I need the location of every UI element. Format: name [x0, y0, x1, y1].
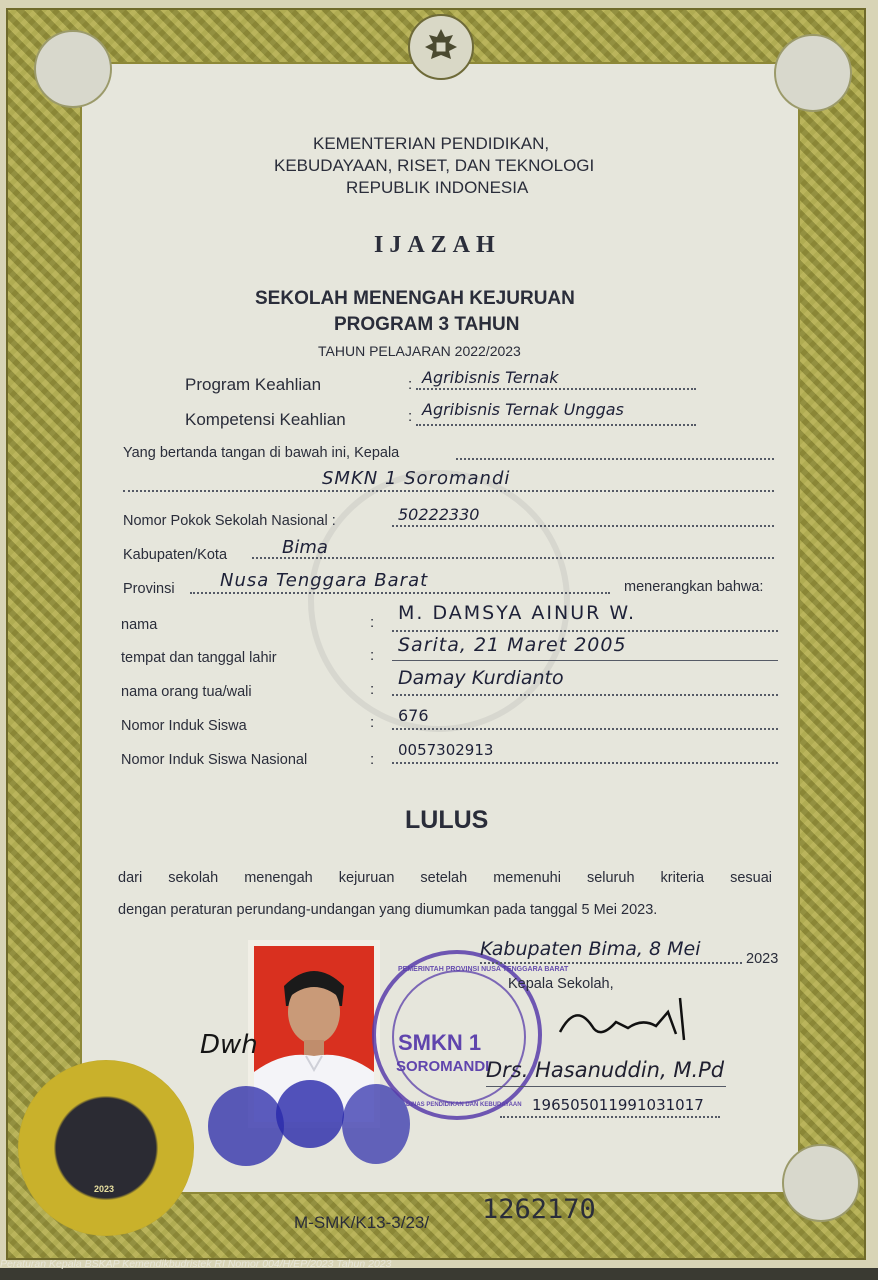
npsn-value: 50222330 — [398, 505, 480, 524]
student-name-value: M. DAMSYA AINUR W. — [398, 602, 636, 624]
principal-signature-icon — [556, 992, 706, 1048]
states-that: menerangkan bahwa: — [624, 579, 764, 595]
competence-label: Kompetensi Keahlian — [185, 410, 346, 429]
regency-value: Bima — [282, 537, 328, 558]
regency-label: Kabupaten/Kota — [123, 547, 228, 563]
corner-ornament-bottom-right — [782, 1144, 860, 1222]
program-colon: : — [408, 376, 413, 393]
nisn-colon: : — [370, 751, 375, 768]
serial-number: 1262170 — [482, 1194, 596, 1225]
parent-dotted-line — [392, 694, 778, 696]
principal-nip: 196505011991031017 — [532, 1096, 704, 1114]
result-line-2: dengan peraturan perundang-undangan yang diumumkan pada tanggal 5 Mei 2023. — [118, 902, 658, 918]
province-label: Provinsi — [123, 581, 175, 597]
ministry-line-1: KEMENTERIAN PENDIDIKAN, — [313, 134, 550, 153]
place-date-dotted-line — [480, 962, 742, 964]
graduation-status: LULUS — [405, 806, 489, 834]
principal-name: Drs. Hasanuddin, M.Pd — [486, 1058, 725, 1082]
academic-year: TAHUN PELAJARAN 2022/2023 — [318, 343, 521, 359]
competence-dotted-line — [416, 424, 696, 426]
ministry-line-2: KEBUDAYAAN, RISET, DAN TEKNOLOGI — [274, 156, 595, 175]
parent-colon: : — [370, 681, 375, 698]
signing-year: 2023 — [746, 951, 779, 967]
npsn-label: Nomor Pokok Sekolah Nasional : — [123, 513, 336, 529]
stamp-place: SOROMANDI — [396, 1058, 490, 1075]
birth-dotted-line — [392, 660, 778, 661]
competence-colon: : — [408, 408, 413, 425]
fingerprints-icon — [200, 1076, 415, 1172]
stamp-bottom-text: DINAS PENDIDIKAN DAN KEBUDAYAAN — [406, 1102, 522, 1108]
nisn-value: 0057302913 — [398, 741, 494, 759]
npsn-dotted-line — [392, 525, 774, 527]
program-duration: PROGRAM 3 TAHUN — [334, 314, 520, 335]
school-type: SEKOLAH MENENGAH KEJURUAN — [255, 288, 575, 309]
birth-value: Sarita, 21 Maret 2005 — [398, 634, 627, 656]
hologram-year: 2023 — [94, 1184, 115, 1194]
student-name-dotted-line — [392, 630, 778, 632]
place-date-value: Kabupaten Bima, 8 Mei — [480, 938, 701, 960]
hologram-seal — [18, 1060, 194, 1236]
principal-name-underline — [486, 1086, 726, 1087]
intro-dotted-line — [456, 458, 774, 460]
stamp-school: SMKN 1 — [398, 1030, 482, 1055]
stamp-top-text: PEMERINTAH PROVINSI NUSA TENGGARA BARAT — [398, 966, 569, 973]
principal-nip-underline — [500, 1116, 720, 1118]
nis-label: Nomor Induk Siswa — [121, 718, 247, 734]
serial-prefix: M-SMK/K13-3/23/ — [294, 1213, 430, 1232]
student-name-label: nama — [121, 617, 158, 633]
ministry-line-3: REPUBLIK INDONESIA — [346, 178, 529, 197]
competence-value: Agribisnis Ternak Unggas — [422, 400, 624, 419]
nisn-dotted-line — [392, 762, 778, 764]
student-signature: Dwh — [200, 1030, 258, 1060]
nisn-label: Nomor Induk Siswa Nasional — [121, 752, 308, 768]
nis-value: 676 — [398, 706, 429, 725]
garuda-emblem-icon — [408, 14, 474, 80]
nis-dotted-line — [392, 728, 778, 730]
corner-ornament-top-left — [34, 30, 112, 108]
school-name-value: SMKN 1 Soromandi — [322, 468, 511, 489]
regency-dotted-line — [252, 557, 774, 559]
birth-colon: : — [370, 647, 375, 664]
parent-value: Damay Kurdianto — [398, 667, 564, 689]
province-dotted-line — [190, 592, 610, 594]
birth-label: tempat dan tanggal lahir — [121, 650, 277, 666]
program-label: Program Keahlian — [185, 375, 322, 394]
parent-label: nama orang tua/wali — [121, 684, 252, 700]
program-value: Agribisnis Ternak — [422, 368, 559, 387]
signed-intro: Yang bertanda tangan di bawah ini, Kepala — [123, 445, 400, 461]
corner-ornament-top-right — [774, 34, 852, 112]
regulation-footnote: Peraturan Kepala BSKAP Kemendikbudristek RI Nomor 004/H/EP/2023 Tahun 2023 — [0, 1258, 392, 1270]
school-name-dotted-line — [123, 490, 774, 492]
principal-title: Kepala Sekolah, — [508, 976, 614, 992]
nis-colon: : — [370, 714, 375, 731]
program-dotted-line — [416, 388, 696, 390]
province-value: Nusa Tenggara Barat — [220, 570, 429, 591]
document-title: IJAZAH — [374, 232, 501, 258]
result-line-1: dari sekolah menengah kejuruan setelah memenuhi seluruh kriteria sesuai — [118, 870, 772, 886]
student-name-colon: : — [370, 614, 375, 631]
